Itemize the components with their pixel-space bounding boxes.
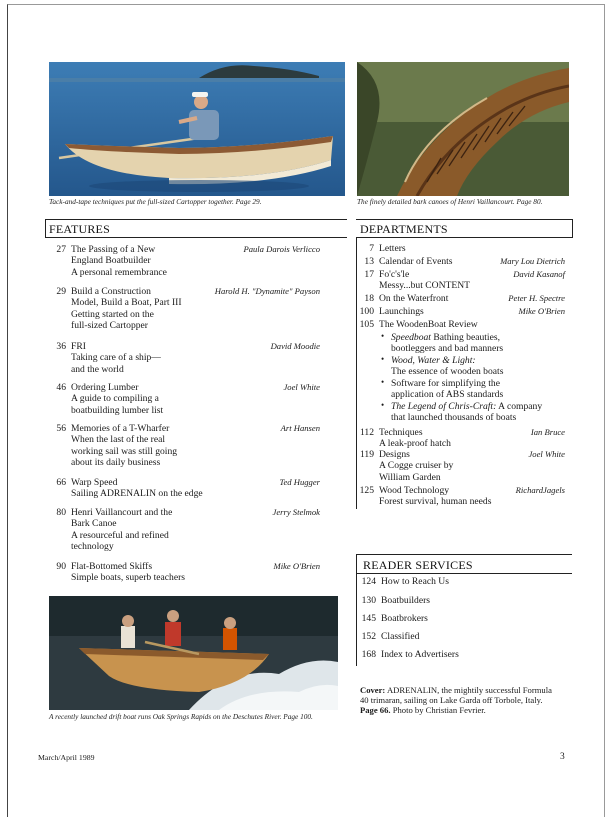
cover-credit: Photo by Christian Fevrier. xyxy=(390,705,486,716)
feature-author: Paula Darois Verlicco xyxy=(243,244,320,254)
department-author: RichardJagels xyxy=(515,485,565,495)
footer-page-number: 3 xyxy=(560,752,565,762)
feature-author: Harold H. "Dynamite" Payson xyxy=(214,286,320,296)
reader-services-heading: READER SERVICES xyxy=(363,558,473,572)
feature-description-line: Sailing ADRENALIN on the edge xyxy=(71,488,203,500)
reader-service-item xyxy=(360,631,560,645)
departments-heading: DEPARTMENTS xyxy=(360,222,448,236)
feature-description-line: Taking care of a ship— xyxy=(71,352,161,364)
review-item-line: The Legend of Chris-Craft: A company xyxy=(391,401,543,412)
department-page-number: 7 xyxy=(369,243,374,254)
caption-photo2: The finely detailed bark canoes of Henri Vaillancourt. Page 80. xyxy=(357,197,543,206)
feature-description-line: A guide to compiling a xyxy=(71,393,159,405)
review-item-line: application of ABS standards xyxy=(391,389,504,400)
feature-page-number: 80 xyxy=(56,507,66,518)
department-title: Calendar of Events xyxy=(379,256,453,267)
department-author: David Kasanof xyxy=(513,269,565,279)
feature-title-line: England Boatbuilder xyxy=(71,255,151,267)
feature-page-number: 36 xyxy=(56,341,66,352)
reader-service-page: 168 xyxy=(361,649,376,660)
feature-title-line: When the last of the real xyxy=(71,434,166,446)
photo-bark-canoe xyxy=(357,62,569,196)
department-author: Joel White xyxy=(528,449,565,459)
department-title: Fo'c's'le xyxy=(379,269,410,280)
reader-service-page: 124 xyxy=(361,576,376,587)
department-description: A Cogge cruiser by xyxy=(379,460,454,472)
reader-service-page: 130 xyxy=(361,595,376,606)
department-title: Designs xyxy=(379,449,410,460)
feature-page-number: 29 xyxy=(56,286,66,297)
reader-rule-left xyxy=(356,554,357,666)
reader-rule-bottom xyxy=(356,573,572,574)
department-title: Techniques xyxy=(379,427,423,438)
review-item-line: Wood, Water & Light: xyxy=(391,355,476,366)
review-item-line: Speedboat Bathing beauties, xyxy=(391,332,500,343)
cover-page-ref: Page 66. xyxy=(360,705,391,716)
department-description: William Garden xyxy=(379,471,441,483)
department-description: Messy...but CONTENT xyxy=(379,280,471,292)
reader-service-item xyxy=(360,649,560,663)
feature-entry xyxy=(50,286,320,346)
photo-rowboat xyxy=(49,62,345,196)
department-entry xyxy=(357,485,565,519)
review-item-line: that launched thousands of boats xyxy=(391,412,517,423)
reader-rule-top xyxy=(356,554,572,555)
feature-author: Jerry Stelmok xyxy=(272,507,320,517)
feature-title-line: Warp Speed xyxy=(71,477,118,488)
review-item-line: bootleggers and bad manners xyxy=(391,343,504,354)
caption-photo3: A recently launched drift boat runs Oak Springs Rapids on the Deschutes River. Page 100. xyxy=(49,712,313,721)
cover-note xyxy=(360,685,560,716)
feature-description-line: and the world xyxy=(71,363,124,375)
bullet-icon: • xyxy=(381,400,385,410)
department-page-number: 119 xyxy=(359,449,374,460)
bullet-icon: • xyxy=(381,377,385,387)
reader-service-title: Boatbuilders xyxy=(381,595,431,606)
reader-service-item xyxy=(360,576,560,590)
department-title: On the Waterfront xyxy=(379,293,449,304)
bullet-icon: • xyxy=(381,354,385,364)
feature-entry xyxy=(50,507,320,567)
department-author: Ian Bruce xyxy=(530,427,565,437)
department-entry xyxy=(357,269,565,293)
photo-drift-boat xyxy=(49,596,338,710)
feature-entry xyxy=(50,423,320,483)
feature-author: Joel White xyxy=(283,382,320,392)
department-page-number: 125 xyxy=(359,485,374,496)
caption-photo1: Tack-and-tape techniques put the full-sized Cartopper together. Page 29. xyxy=(49,197,262,206)
departments-rule-bottom xyxy=(356,237,572,238)
review-item xyxy=(381,332,571,354)
feature-title-line: Memories of a T-Wharfer xyxy=(71,423,170,434)
feature-page-number: 56 xyxy=(56,423,66,434)
reader-service-title: Classified xyxy=(381,631,420,642)
cover-label: Cover: xyxy=(360,685,386,695)
feature-title-line: Bark Canoe xyxy=(71,518,117,530)
feature-description-line: A personal remembrance xyxy=(71,266,167,278)
reader-service-page: 152 xyxy=(361,631,376,642)
department-page-number: 105 xyxy=(359,319,374,330)
department-page-number: 100 xyxy=(359,306,374,317)
feature-title-line: Henri Vaillancourt and the xyxy=(71,507,173,518)
feature-title-line: The Passing of a New xyxy=(71,244,156,255)
department-entry xyxy=(357,449,565,483)
department-title: Wood Technology xyxy=(379,485,450,496)
features-rule-left xyxy=(45,219,46,238)
feature-description-line: Getting started on the xyxy=(71,308,154,320)
department-title: Letters xyxy=(379,243,406,254)
reader-service-title: Boatbrokers xyxy=(381,613,428,624)
feature-title-line: Ordering Lumber xyxy=(71,382,139,393)
department-title: Launchings xyxy=(379,306,424,317)
review-item xyxy=(381,355,571,377)
reader-service-title: How to Reach Us xyxy=(381,576,449,587)
review-item-line: The essence of wooden boats xyxy=(391,366,504,377)
cover-text: ADRENALIN, the mightily successful Formula 40 trimaran, sailing on Lake Garda off Torbole, Italy. xyxy=(360,685,552,706)
reader-service-item xyxy=(360,613,560,627)
review-item xyxy=(381,378,571,400)
department-author: Mary Lou Dietrich xyxy=(500,256,565,266)
feature-page-number: 66 xyxy=(56,477,66,488)
features-rule-top xyxy=(45,219,347,220)
feature-description-line: full-sized Cartopper xyxy=(71,320,148,332)
feature-author: Mike O'Brien xyxy=(273,561,320,571)
feature-description-line: boatbuilding lumber list xyxy=(71,404,164,416)
reader-service-page: 145 xyxy=(361,613,376,624)
bullet-icon: • xyxy=(381,331,385,341)
feature-title-line: about its daily business xyxy=(71,457,161,469)
reader-service-title: Index to Advertisers xyxy=(381,649,459,660)
feature-page-number: 46 xyxy=(56,382,66,393)
review-title-italic: Speedboat xyxy=(391,332,431,343)
department-page-number: 112 xyxy=(359,427,374,438)
department-author: Peter H. Spectre xyxy=(508,293,565,303)
feature-page-number: 90 xyxy=(56,561,66,572)
feature-title-line: FRI xyxy=(71,341,86,352)
review-item xyxy=(381,401,571,423)
feature-title-line: working sail was still going xyxy=(71,445,178,457)
feature-page-number: 27 xyxy=(56,244,66,255)
departments-rule-top xyxy=(356,219,572,220)
feature-author: Art Hansen xyxy=(280,423,320,433)
department-description: Forest survival, human needs xyxy=(379,496,492,508)
feature-author: David Moodie xyxy=(270,341,320,351)
features-rule-bottom xyxy=(45,237,347,238)
reader-service-item xyxy=(360,595,560,609)
feature-description-line: technology xyxy=(71,541,114,553)
features-heading: FEATURES xyxy=(49,222,110,236)
feature-author: Ted Hugger xyxy=(279,477,320,487)
department-title: The WoodenBoat Review xyxy=(379,319,478,330)
review-item-line: Software for simplifying the xyxy=(391,378,500,389)
department-page-number: 17 xyxy=(364,269,374,280)
department-page-number: 13 xyxy=(364,256,374,267)
feature-title-line: Flat-Bottomed Skiffs xyxy=(71,561,153,572)
feature-title-line: Model, Build a Boat, Part III xyxy=(71,297,182,309)
department-description: A leak-proof hatch xyxy=(379,438,451,450)
review-title-italic: The Legend of Chris-Craft: xyxy=(391,401,497,412)
departments-rule-right xyxy=(572,219,573,238)
feature-description-line: A resourceful and refined xyxy=(71,529,169,541)
department-page-number: 18 xyxy=(364,293,374,304)
department-author: Mike O'Brien xyxy=(518,306,565,316)
footer-date: March/April 1989 xyxy=(38,753,95,762)
feature-description-line: Simple boats, superb teachers xyxy=(71,572,186,584)
feature-title-line: Build a Construction xyxy=(71,286,151,297)
